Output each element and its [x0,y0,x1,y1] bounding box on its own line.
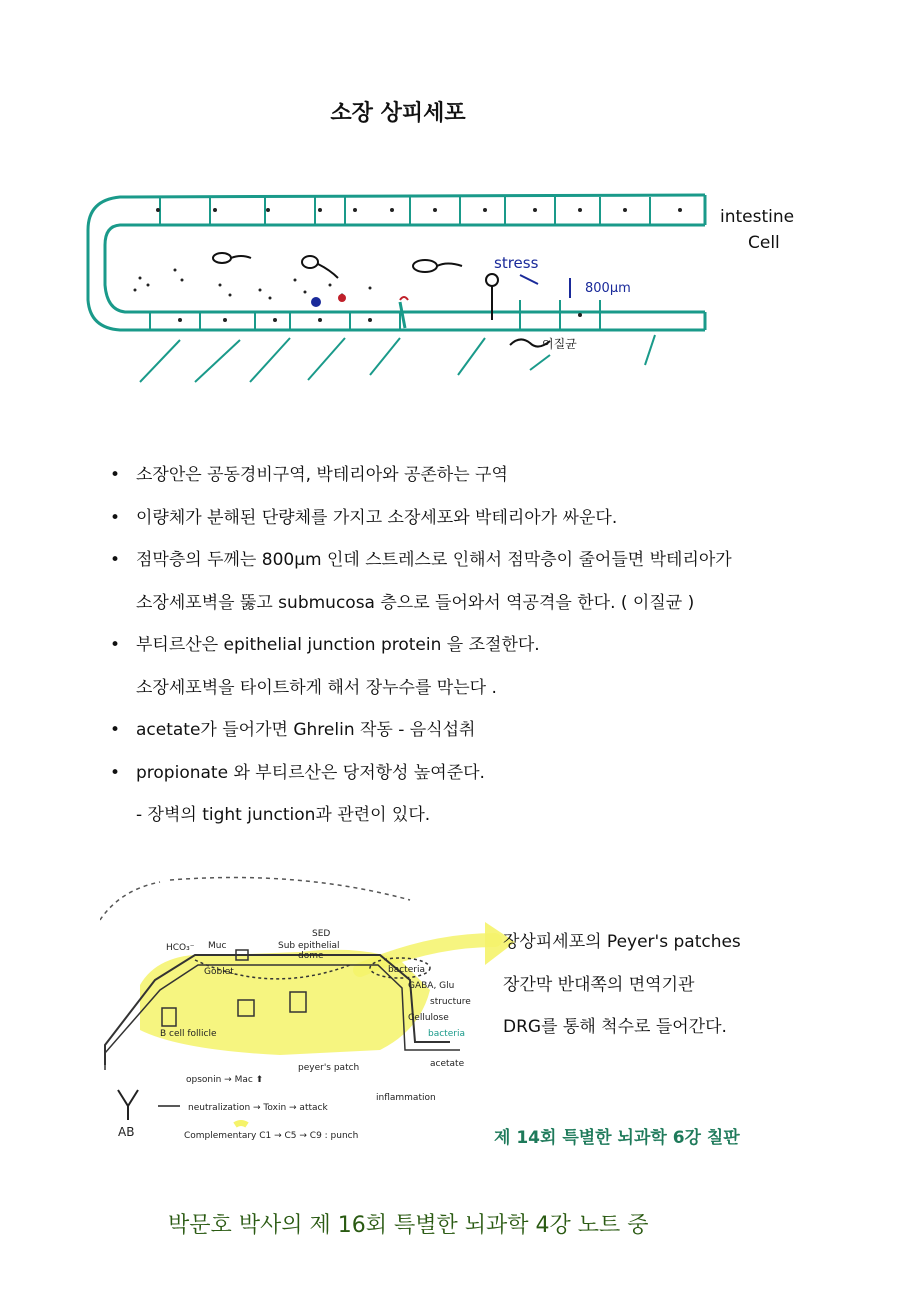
bullet-list [110,460,830,843]
list-item: • 부티르산은 epithelial junction protein 을 조절한다. [110,635,540,655]
label-dome: dome [298,951,324,961]
label-inflammation: inflammation [376,1093,436,1103]
list-item: • acetate가 들어가면 Ghrelin 작동 - 음식섭취 [110,720,476,740]
label-bcell-follicle: B cell follicle [160,1029,217,1039]
label-goblet: Goblet [204,967,234,977]
label-complementary: Complementary C1 → C5 → C9 : punch [184,1131,359,1141]
label-800um: 800μm [585,281,631,296]
list-item: - 장벽의 tight junction과 관련이 있다. [136,805,431,825]
label-neutralization: neutralization → Toxin → attack [188,1103,328,1113]
note-line: 장간막 반대쪽의 면역기관 [503,974,695,995]
label-structure: structure [430,997,471,1007]
list-item: 소장세포벽을 타이트하게 해서 장누수를 막는다 . [136,677,497,698]
label-peyers-patch: peyer's patch [298,1063,360,1073]
label-bacteria-2: bacteria [428,1029,465,1039]
note-line: 장상피세포의 Peyer's patches [503,932,741,952]
label-hco3: HCO₃⁻ [166,943,195,953]
list-item: 소장세포벽을 뚫고 submucosa 층으로 들어와서 역공격을 한다. ( 이질균 ) [136,592,695,613]
list-item: • 이량체가 분해된 단량체를 가지고 소장세포와 박테리아가 싸운다. [110,507,618,528]
label-cellulose: Cellulose [408,1013,449,1023]
peyers-notes [503,927,741,1055]
list-item: • 소장안은 공동경비구역, 박테리아와 공존하는 구역 [110,465,508,485]
peyers-patch-sketch [100,870,520,1150]
page-title: 소장 상피세포 [330,101,466,126]
label-gaba: GABA, Glu [408,981,455,991]
label-sed: SED [312,929,331,939]
label-opsonin: opsonin → Mac ⬆ [186,1075,264,1085]
label-intestine: intestine [720,207,795,227]
lecture-caption: 제 14회 특별한 뇌과학 6강 칠판 [494,1128,740,1148]
label-mucus: Muc [208,941,227,951]
list-item: • 점막층의 두께는 800μm 인데 스트레스로 인해서 점막층이 줄어들면 박테리아가 [110,550,732,570]
label-cell: Cell [748,233,780,253]
label-sub-epithelial: Sub epithelial [278,941,340,951]
label-bacteria: bacteria [388,965,425,975]
label-acetate: acetate [430,1059,465,1069]
note-line: DRG를 통해 척수로 들어간다. [503,1017,727,1037]
label-shigella: 이질균 [542,337,577,351]
label-stress: stress [494,254,539,272]
list-item: • propionate 와 부티르산은 당저항성 높여준다. [110,762,485,783]
label-ab: AB [118,1125,135,1139]
intestine-sketch [80,170,800,400]
source-caption: 박문호 박사의 제 16회 특별한 뇌과학 4강 노트 중 [168,1213,649,1238]
